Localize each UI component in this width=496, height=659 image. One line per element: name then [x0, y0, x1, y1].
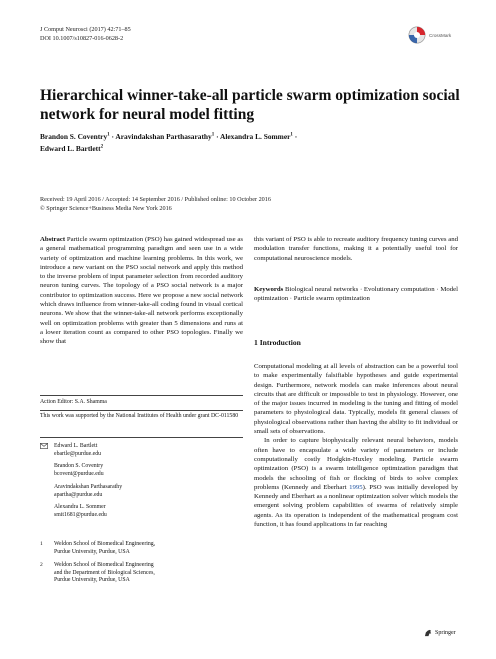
citation-link[interactable]: 1995 — [349, 483, 363, 491]
footnote-rule — [40, 410, 243, 411]
affiliation: 2 Weldon School of Biomedical Engineering and the Department of Biological Sciences, Purdue University, Purdue, USA — [40, 561, 155, 584]
envelope-icon — [40, 443, 54, 520]
author[interactable]: Alexandra L. Sommer$^1$ — [219, 132, 293, 142]
keywords — [254, 285, 458, 304]
corresponding-author: Edward L. Bartlett ebartle@purdue.edu Brandon S. Coventry bcovent@purdue.edu Aravindakshan Parthasarathy apartha@purdue.edu Alexandra L. Sommer smit1681@purdue.edu — [40, 443, 243, 520]
doi[interactable]: DOI 10.1007/s10827-016-0628-2 — [40, 34, 124, 42]
author[interactable]: Edward L. Bartlett$^2$ — [40, 144, 104, 154]
affiliation: 1 Weldon School of Biomedical Engineering, Purdue University, Purdue, USA — [40, 541, 156, 555]
affiliations — [40, 541, 243, 585]
email-link[interactable]: ebartle@purdue.edu — [54, 450, 102, 457]
section-heading: 1 Introduction — [254, 338, 301, 347]
author[interactable]: Aravindakshan Parthasarathy$^1$ — [115, 132, 215, 142]
paragraph: In order to capture biophysically relevant neural behaviors, models often have to encapsulate a wide variety of parameters or include computationally costly Hodgkin-Huxley modeling. Particle swarm optimization (PSO) is a swarm intelligence optimization paradigm that models the schooling of fish or flocking of birds to solve complex problems (Kennedy and Eberhart 1995). PSO was initially developed by Kennedy and Eberhart as a nonlinear optimization solver which models the emergent solving problem capabilities of swarms of relatively simple agents. As its operation is independent of the mathematical program cost function, it has found applications in far reaching — [254, 437, 458, 529]
abstract-text: Particle swarm optimization (PSO) has gained widespread use as a general mathematical programming paradigm and seen use in a wide variety of optimization and machine learning problems. In this work, we introduce a new variant on the PSO social network and apply this method to the inverse problem of input parameter selection from recorded auditory neuron tuning curves. The topology of a PSO social network is a major contributor to optimization success. Here we propose a new social network which draws influence from winner-take-all coding found in visual cortical neurons. We show that the winner-take-all network performs exceptionally well on optimization problems with greater than 5 dimensions and runs at a lower iteration count as compared to other PSO topologies. Finally we show that — [40, 236, 244, 346]
footnote-rule — [40, 395, 243, 396]
introduction-text — [254, 362, 458, 529]
keywords-text: Biological neural networks · Evolutionary computation · Model optimization · Particle swarm optimization — [254, 286, 459, 303]
journal-citation: J Comput Neurosci (2017) 42:71–85 — [40, 26, 131, 33]
abstract-continuation: this variant of PSO is able to recreate auditory frequency tuning curves and modulation transfer functions, making it a potentially useful tool for computational neuroscience models. — [254, 236, 458, 262]
copyright: © Springer Science+Business Media New York 2016 — [40, 204, 172, 212]
publisher-name: Springer — [435, 630, 456, 636]
footnote-rule — [40, 437, 243, 438]
history-dates: Received: 19 April 2016 / Accepted: 14 September 2016 / Published online: 10 October 2016 — [40, 196, 271, 203]
springer-horse-icon — [424, 629, 433, 637]
contact-block — [40, 443, 243, 520]
paragraph: Computational modeling at all levels of abstraction can be a powerful tool to make experimentally falsifiable hypotheses and guide experimental design. Furthermore, network models can make inferences about neural circuits that are difficult or impossible to test in physiology. However, one of the major issues incurred in modeling is the tuning and fitting of model parameters to physiological data. Typically, models fit general classes of physiological observations rather than having the ability to fit individual or small sets of observations. — [254, 363, 458, 436]
action-editor: Action Editor: S.A. Shamma — [40, 399, 107, 405]
crossmark-label: CrossMark — [429, 32, 452, 38]
abstract-label: Abstract — [40, 236, 66, 243]
article-title: Hierarchical winner-take-all particle swarm optimization social network for neural model fitting — [40, 87, 460, 123]
publication-dates — [40, 196, 460, 213]
email-link[interactable]: smit1681@purdue.edu — [54, 511, 107, 518]
email-link[interactable]: bcovent@purdue.edu — [54, 471, 104, 478]
email-link[interactable]: apartha@purdue.edu — [54, 491, 103, 498]
crossmark-badge[interactable] — [408, 26, 451, 44]
funding-note: This work was supported by the National Institutes of Health under grant DC-011580 — [40, 413, 239, 419]
abstract — [40, 235, 243, 347]
keywords-label: Keywords — [254, 286, 284, 293]
author-list: Brandon S. Coventry$^1$ · Aravindakshan Parthasarathy$^1$ · Alexandra L. Sommer$^1$ · Edward L. Bartlett$^2$ — [40, 132, 298, 154]
author[interactable]: Brandon S. Coventry$^1$ — [40, 132, 110, 142]
publisher-logo — [424, 629, 456, 637]
journal-header — [40, 26, 131, 43]
crossmark-icon — [408, 26, 426, 44]
